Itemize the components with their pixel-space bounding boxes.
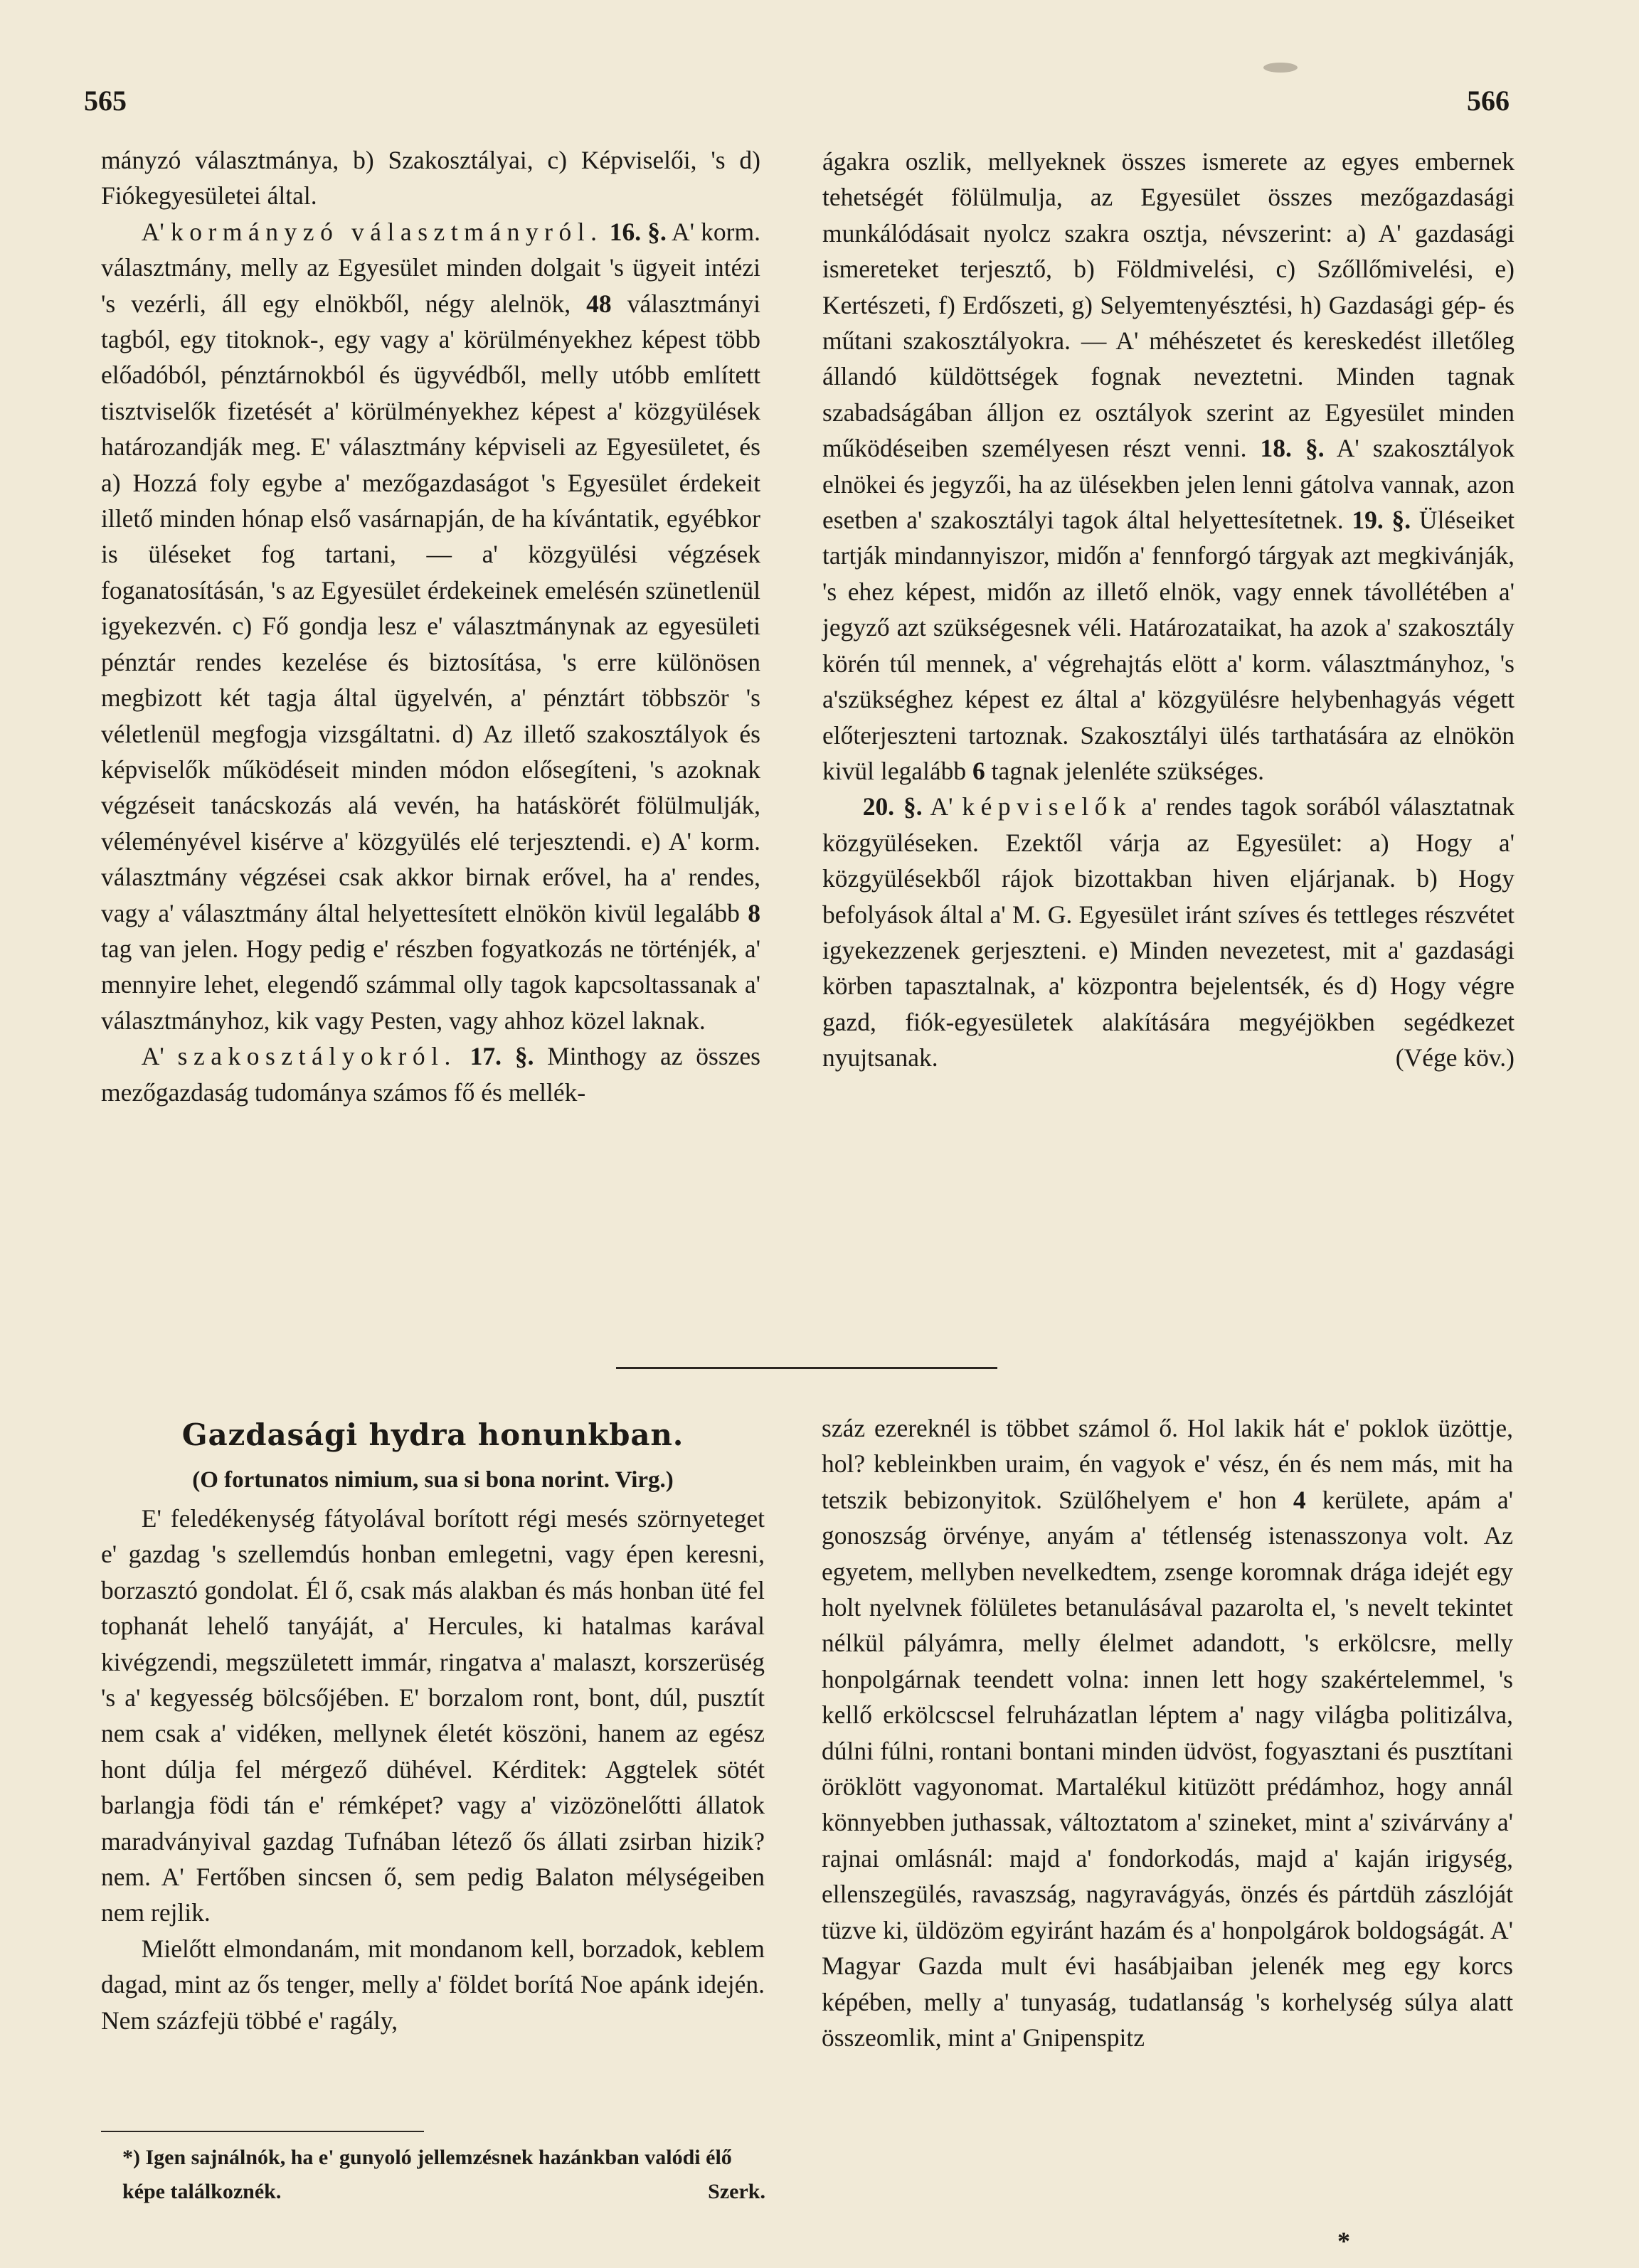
text-run: kerülete, apám a' gonoszság örvénye, anyám a' tétlenség istenasszonya volt. Az egyetem, mellyben nevelkedtem, zsenge koromnak drága idejét egy holt nyelvnek fölületes betanulásával pazarolta el, 's nevelt tekintet nélkül pályámra, melly élelmet adandott, 's erkölcsre, melly honpolgárnak teendett volna: innen lett hogy szakértelemmel, 's kellő erkölcscsel felruházatlan léptem a' nagy világba politizálva, dúlni fúlni, rontani bontani minden üdvöst, fogyasztani és pusztítani öröklött vagyonomat. Martalékul kitüzött prédámhoz, hogy annál könnyebben juthassak, változtatom a' szineket, mint a' szivárvány a' rajnai omlásnál: majd a' fondorkodás, majd a' kaján irigység, ellenszegülés, ravaszság, nagyravágyás, önzés és pártdüh zászlóját tüzve ki, üldözöm egyiránt hazám és a' honpolgárok boldogságát. A' Magyar Gazda mult évi hasábjaiban jelenék meg egy korcs képében, melly a' tunyaság, tudatlanság 's korhelység súlya alatt összeomlik, mint a' Gnipenspitz (822, 1485, 1513, 2052)
page-number-left: 565 (84, 85, 127, 117)
bold-run: 48 (586, 289, 612, 318)
text-run: tagnak jelenléte szükséges. (985, 756, 1265, 785)
text-run: mányzó választmánya, b) Szakosztályai, c) Képviselői, 's d) Fiókegyesületei által. (101, 146, 760, 211)
paragraph (822, 144, 1515, 789)
text-run: száz ezereknél is többet számol ő. Hol lakik hát e' poklok üzöttje, hol? kebleinkben uraim, én vagyok e' vész, én és nem más, mit ha tetszik bebizonyitok. Szülőhelyem e' hon (822, 1414, 1513, 1514)
spaced-heading: képviselők (962, 792, 1133, 821)
text-run: Mielőtt elmondanám, mit mondanom kell, borzadok, keblem dagad, mint az ős tenger, melly a' földet borítá Noe apánk idején. Nem százfejü többé e' ragály, (101, 1934, 765, 2035)
text-run: A' (141, 217, 171, 246)
bold-run: 6 (972, 756, 985, 785)
text-run: E' feledékenység fátyolával borított régi mesés szörnyeteget e' gazdag 's szellemdús honban emlegetni, vagy épen keresni, borzasztó gondolat. Él ő, csak más alakban és más honban üté fel tophanát lehelő tanyáját, a' Hercules, ki hatalmas karával kivégzendi, megszületett immár, ringatva a' malaszt, korszerüség 's a' kegyesség bölcsőjében. E' borzalom ront, bont, dúl, pusztít nem csak a' vidéken, mellynek életét köszöni, hanem az egész hont dúlja fel mérgező dühével. Kérditek: Aggtelek sötét barlangja födi tán e' rémképet? vagy a' vizözönelőtti állatok maradványival gazdag Tufnában létező ős állati zsirban hizik? nem. A' Fertőben sincsen ő, sem pedig Balaton mélységeiben nem rejlik. (101, 1504, 765, 1927)
paragraph (101, 214, 760, 1038)
ink-smudge (1263, 63, 1298, 73)
text-run (603, 218, 610, 246)
text-run: választmányi tagból, egy titoknok-, egy vagy a' körülményekhez képest több előadóból, pénztárnokból és ügyvédből, melly utóbb említett tisztviselők fizetését a' körülményekhez képest a' közgyülések határozandják meg. E' választmány képviseli az Egyesületet, és a) Hozzá foly egybe a' mezőgazdaságot 's Egyesület érdekeit illető minden hónap első vasárnapján, de ha kívántatik, egyébkor is üléseket fog tartani, — a' közgyülési végzések foganatosításán, 's az Egyesület érdekeinek emelésén szünetlenül igyekezvén. c) Fő gondja lesz e' választmánynak az egyesületi pénztár rendes kezelése és biztosítása, 's erre különösen megbizott két tagja által ügyelvén, a' pénztárt többször 's véletlenül megfogja vizsgáltatni. d) Az illető szakosztályok és képviselők működéseit minden módon elősegíteni, 's azoknak végzéseit tanácskozás alá vevén, ha hatáskörét fölülmulják, véleményével kisérve a' közgyülés elé terjesztendi. e) A' korm. választmány végzései csak akkor birnak erővel, ha a' rendes, vagy a' választmány által helyettesített elnökön kivül legalább (101, 289, 761, 927)
text-run: A' szakosztályok elnökei és jegyzői, ha az ülésekben jelen lenni gátolva vannak, azon esetben a' szakosztályi tagok által helyettesítetnek. (822, 434, 1515, 535)
article-motto: (O fortunatos nimium, sua si bona norint. Virg.) (192, 1467, 674, 1493)
text-run: Üléseiket tartják mindannyiszor, midőn a' fennforgó tárgyak azt megkivánják, 's ehez képest, midőn az illető elnök, vagy ennek távollétében a' jegyző azt szükségesnek véli. Határozataikat, ha azok a' szakosztály körén túl mennek, a' végrehajtás elött a' korm. választmányhoz, 's a'szükséghez képest ez által a' közgyülésre helybenhagyás végett előterjeszteni tartoznak. Szakosztályi ülés tarthatására az elnökön kivül legalább (822, 506, 1515, 785)
bold-run: 16. §. (609, 217, 667, 246)
signature-mark: * (1337, 2227, 1350, 2255)
footnote-sign: Szerk. (708, 2180, 765, 2203)
continued-note: (Vége köv.) (1395, 1043, 1515, 1072)
text-run: Minthogy az összes mezőgazdaság tudománya számos fő és mellék- (101, 1042, 760, 1107)
bold-run: 20. §. (862, 792, 923, 821)
bold-run: 18. §. (1260, 434, 1325, 463)
spaced-heading: szakosztályokról. (177, 1042, 457, 1071)
page-number-right: 566 (1467, 85, 1510, 117)
bold-run: 4 (1293, 1485, 1306, 1514)
spaced-heading: kormányzó választmányról. (170, 217, 603, 246)
footnote-text: *) Igen sajnálnók, ha e' gunyoló jellemzésnek hazánkban valódi élő képe találkoznék. (122, 2146, 732, 2203)
bold-run: 17. §. (470, 1042, 534, 1071)
column-right-bottom (822, 1410, 1513, 2055)
column-left-top (101, 142, 760, 1110)
column-left-bottom (101, 1414, 765, 2038)
paragraph (101, 142, 760, 214)
paragraph (101, 1931, 765, 2038)
paragraph (101, 1038, 760, 1110)
text-run: A' (922, 792, 962, 821)
text-run: ágakra oszlik, mellyeknek összes ismerete az egyes embernek tehetségét fölülmulja, az Egyesület összes mezőgazdasági munkálódásait nyolcz szakra osztja, névszerint: a) A' gazdasági ismereteket terjesztő, b) Földmivelési, c) Szőllőmivelési, e) Kertészeti, f) Erdőszeti, g) Selyemtenyésztési, h) Gazdasági gép- és műtani szakosztályokra. — A' méhészetet és kereskedést illetőleg állandó küldöttségek fognak neveztetni. Minden tagnak szabadságában álljon ez osztályok szerint az Egyesület minden működéseiben személyesen részt venni. (822, 147, 1515, 463)
column-right-top (822, 144, 1515, 1076)
paragraph (822, 789, 1515, 1075)
paragraph (822, 1410, 1513, 2055)
section-divider (616, 1367, 997, 1369)
bold-run: 19. §. (1352, 506, 1411, 535)
bold-run: 8 (748, 898, 760, 927)
text-run: A' korm. választmány, melly az Egyesület minden dolgait 's ügyeit intézi 's vezérli, áll egy elnökből, négy alelnök, (101, 217, 760, 318)
footnote-rule (101, 2131, 424, 2132)
text-run: tag van jelen. Hogy pedig e' részben fogyatkozás ne történjék, a' mennyire lehet, elegendő számmal olly tagok kapcsoltassanak a' választmányhoz, kik vagy Pesten, vagy ahhoz közel laknak. (101, 934, 760, 1035)
text-run: a' rendes tagok sorából választatnak közgyüléseken. Ezektől várja az Egyesület: a) Hogy a' közgyülésekből rájok bizottakban hiven eljárjanak. b) Hogy befolyások által a' M. G. Egyesület iránt szíves és tettleges részvétet igyekezzenek gerjeszteni. e) Minden nevezetest, mit a' gazdasági körben tapasztalnak, a' központra bejelentsék, és d) Hogy végre gazd, fiók-egyesületek alakítására megyéjökben segédkezet nyujtsanak. (822, 792, 1515, 1072)
text-run (457, 1042, 470, 1070)
text-run: A' (141, 1042, 178, 1071)
paragraph (101, 1501, 765, 1931)
article-title: Gazdasági hydra honunkban. (181, 1417, 684, 1452)
footnote (122, 2141, 765, 2209)
